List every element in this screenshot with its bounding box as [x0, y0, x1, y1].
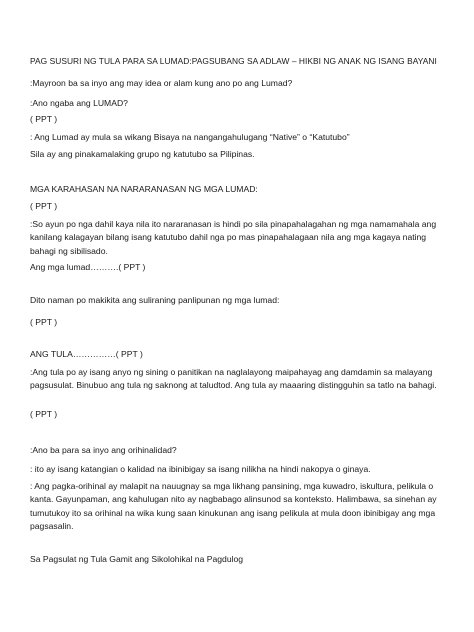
tula-definition: :Ang tula po ay isang anyo ng sining o panitikan na naglalayong maipahayag ang damdamin sa malayang pagsusulat. Binubuo ang tula ng saknong at taludtod. Ang tula ay maaaring distingguhin sa tatlo na bahagi. [30, 367, 437, 391]
karahasan-explanation: :So ayun po nga dahil kaya nila ito nararanasan is hindi po sila pinapahalagahan ng mga namamahala ang kanilang kalagayan bilang isang katutubo dahil nga po mas pinapahalagaan nila ang mga kagaya nating bahagi ng sibilisado. [30, 219, 437, 256]
closing-heading: Sa Pagsulat ng Tula Gamit ang Sikolohikal na Pagdulog [30, 554, 244, 564]
orihinalidad-definition: : ito ay isang katangian o kalidad na ibinibigay sa isang nilikha na hindi nakopya o ginaya. [30, 464, 371, 474]
section-heading-karahasan: MGA KARAHASAN NA NARARANASAN NG MGA LUMAD: [30, 184, 258, 194]
mga-lumad-ppt-line: Ang mga lumad……….( PPT ) [30, 262, 146, 272]
ppt-note-2: ( PPT ) [30, 201, 58, 211]
lumad-definition: : Ang Lumad ay mula sa wikang Bisaya na nangangahulugang “Native” o “Katutubo” [30, 132, 350, 142]
question-orihinalidad: :Ano ba para sa inyo ang orihinalidad? [30, 445, 177, 455]
ppt-note-4: ( PPT ) [30, 409, 58, 419]
question-lumad-idea: :Mayroon ba sa inyo ang may idea or alam kung ano po ang Lumad? [30, 78, 293, 88]
lumad-largest-group: Sila ay ang pinakamalaking grupo ng katutubo sa Pilipinas. [30, 149, 255, 159]
pagka-orihinal-explanation: : Ang pagka-orihinal ay malapit na nauugnay sa mga likhang pansining, mga kuwadro, iskultura, pelikula o kanta. Gayunpaman, ang kahulugan nito ay nagbabago alinsunod sa konteksto. Halimbawa, sa sinehan ay tumutukoy ito sa orihinal na wika kung saan kinukunan ang isang pelikula at mula doon ibinibigay ang mga pagsasalin. [30, 481, 437, 531]
section-heading-tula: ANG TULA……………( PPT ) [30, 349, 143, 359]
question-what-is-lumad: :Ano ngaba ang LUMAD? [30, 98, 128, 108]
document-title: PAG SUSURI NG TULA PARA SA LUMAD:PAGSUBANG SA ADLAW – HIKBI NG ANAK NG ISANG BAYANI [30, 56, 437, 66]
suliranin-line: Dito naman po makikita ang suliraning panlipunan ng mga lumad: [30, 295, 280, 305]
ppt-note-3: ( PPT ) [30, 317, 58, 327]
ppt-note-1: ( PPT ) [30, 114, 58, 124]
